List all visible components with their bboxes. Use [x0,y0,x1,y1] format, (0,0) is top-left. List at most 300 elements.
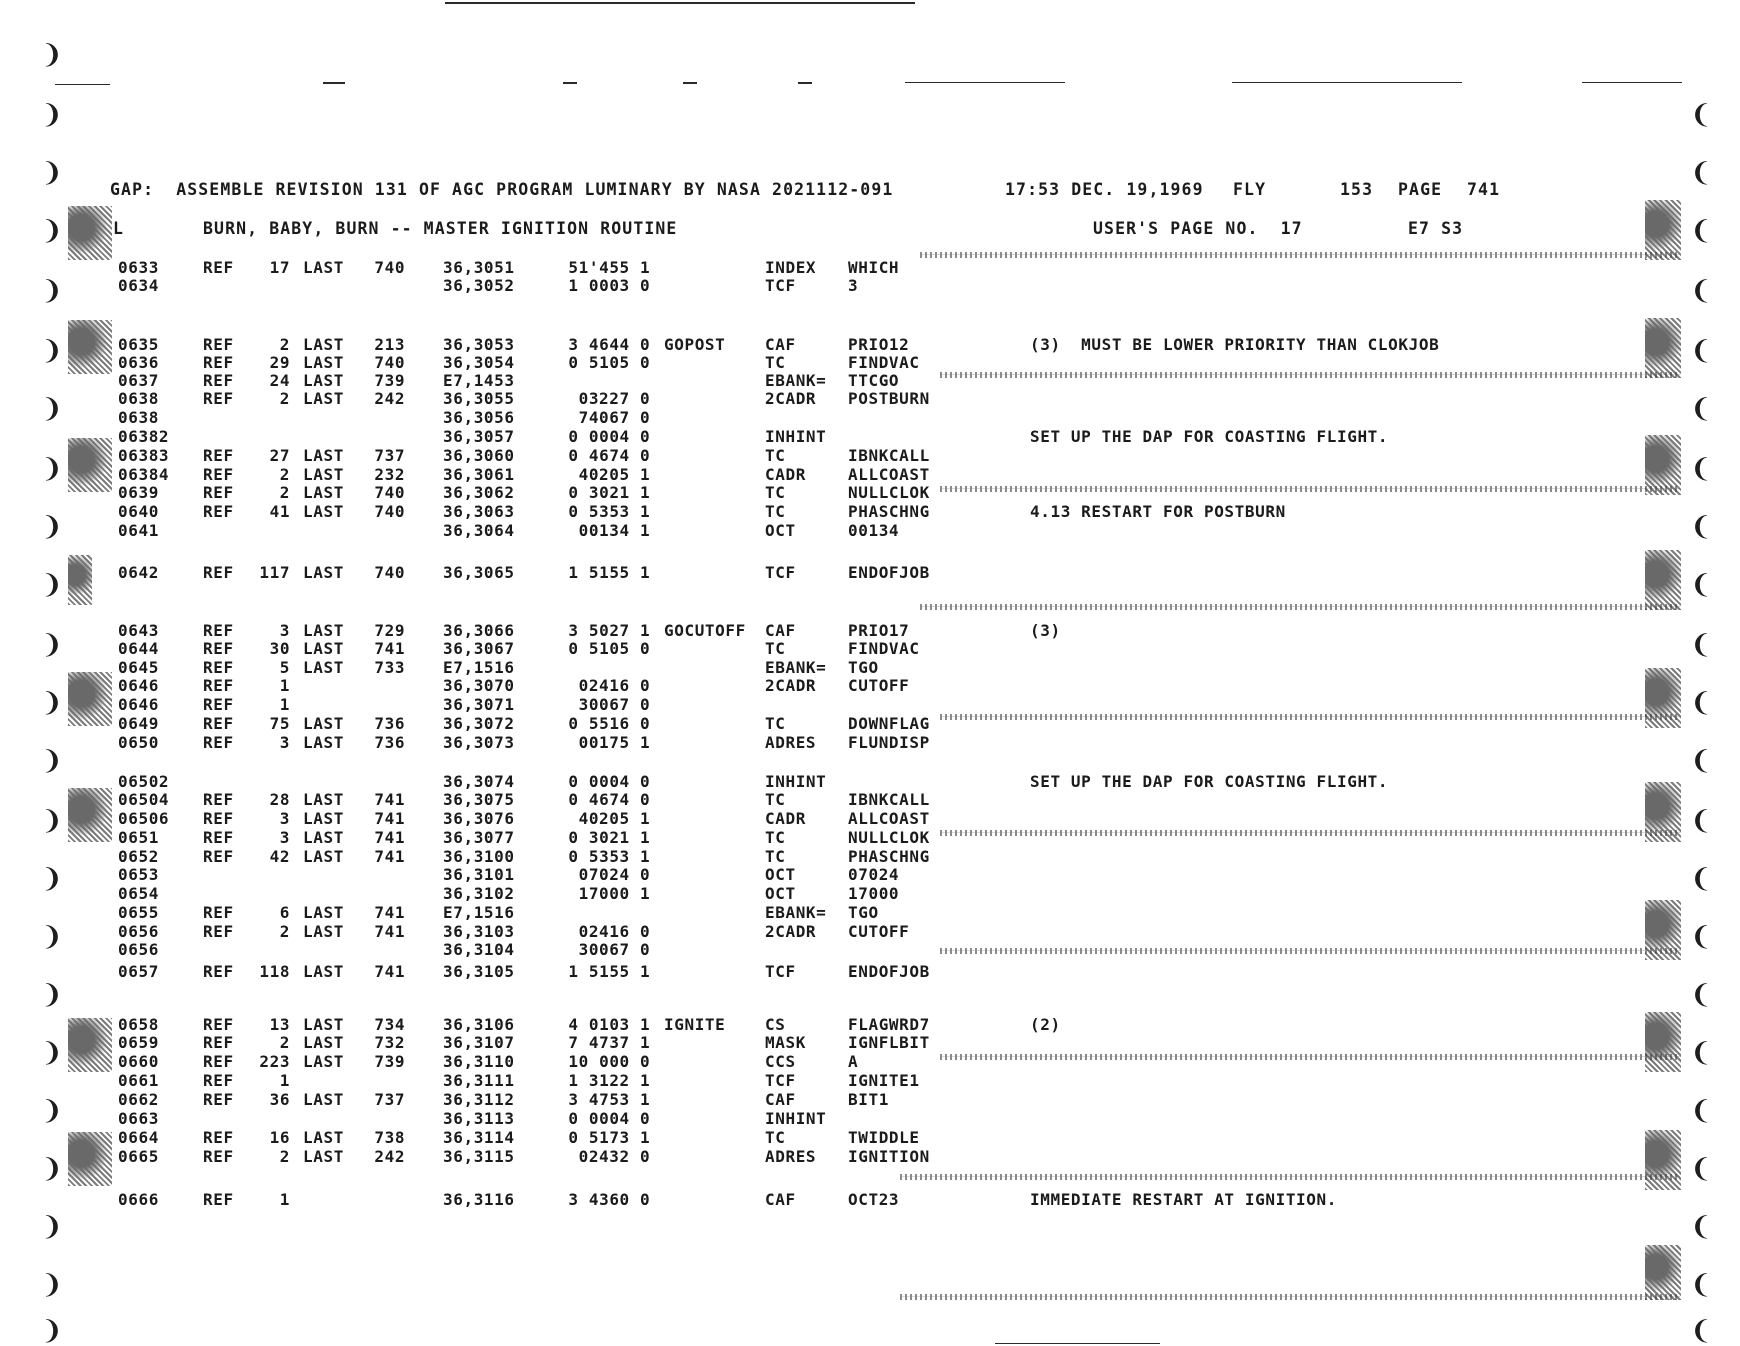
scan-dash [798,82,812,84]
operand: FINDVAC [848,639,920,658]
last-page: 741 [374,790,406,809]
comment: (3) [1030,621,1061,640]
margin-mark-right: ❨ [1690,922,1712,952]
last-page: 740 [374,258,406,277]
header-datetime: 17:53 DEC. 19,1969 [1005,180,1204,199]
opcode: TC [765,353,786,372]
opcode: INHINT [765,772,827,791]
margin-mark-left: ❩ [41,922,63,952]
ref-count: 2 [279,922,291,941]
scan-dash [683,82,697,84]
ref-count: 2 [279,389,291,408]
scan-dash [323,82,345,84]
octal-word: 00134 1 [578,521,651,540]
margin-mark-right: ❨ [1690,1096,1712,1126]
operand: BIT1 [848,1090,889,1109]
operand: IGNITE1 [848,1071,920,1090]
address: 36,3073 [443,733,515,752]
address: 36,3070 [443,676,515,695]
address: 36,3102 [443,884,515,903]
opcode: 2CADR [765,389,817,408]
margin-mark-left: ❩ [41,570,63,600]
last-page: 242 [374,389,406,408]
margin-mark-left: ❩ [41,40,63,70]
line-number: 0659 [118,1033,159,1052]
header-page-number: 741 [1467,180,1501,199]
ref-count: 6 [279,903,291,922]
scan-noise [900,1294,1680,1300]
octal-word: 74067 0 [578,408,651,427]
ref-keyword: REF [203,809,234,828]
last-keyword: LAST [303,658,344,677]
margin-mark-right: ❨ [1690,1212,1712,1242]
line-number: 0654 [118,884,159,903]
opcode: CS [765,1015,786,1034]
opcode: TCF [765,962,796,981]
last-keyword: LAST [303,389,344,408]
octal-word: 30067 0 [578,695,651,714]
last-page: 740 [374,483,406,502]
scan-blot [68,206,112,260]
last-keyword: LAST [303,1015,344,1034]
octal-word: 7 4737 1 [568,1033,651,1052]
opcode: TC [765,502,786,521]
octal-word: 4 0103 1 [568,1015,651,1034]
last-page: 741 [374,962,406,981]
margin-mark-right: ❨ [1690,570,1712,600]
scan-noise [940,948,1680,954]
last-page: 741 [374,903,406,922]
header-page-label: PAGE [1398,180,1443,199]
address: 36,3056 [443,408,515,427]
bottom-rule [995,1343,1160,1344]
operand: IGNITION [848,1147,930,1166]
octal-word: 1 3122 1 [568,1071,651,1090]
scan-noise [940,486,1680,492]
opcode: 2CADR [765,922,817,941]
margin-mark-right: ❨ [1690,980,1712,1010]
margin-mark-left: ❩ [41,454,63,484]
top-rule [445,2,915,4]
comment: 4.13 RESTART FOR POSTBURN [1030,502,1286,521]
ref-count: 13 [269,1015,291,1034]
address: 36,3101 [443,865,515,884]
octal-word: 40205 1 [578,465,651,484]
ref-keyword: REF [203,922,234,941]
ref-keyword: REF [203,389,234,408]
ref-keyword: REF [203,563,234,582]
operand: 17000 [848,884,900,903]
operand: TTCGO [848,371,900,390]
operand: ALLCOAST [848,465,930,484]
last-keyword: LAST [303,809,344,828]
last-page: 740 [374,353,406,372]
ref-count: 29 [269,353,291,372]
scan-noise [940,714,1680,720]
last-keyword: LAST [303,639,344,658]
margin-mark-right: ❨ [1690,688,1712,718]
octal-word: 1 5155 1 [568,962,651,981]
scan-blot [1645,1012,1681,1072]
margin-mark-right: ❨ [1690,1154,1712,1184]
ref-count: 117 [259,563,291,582]
ref-keyword: REF [203,733,234,752]
ref-keyword: REF [203,1015,234,1034]
margin-mark-right: ❨ [1690,394,1712,424]
address: 36,3075 [443,790,515,809]
line-number: 0652 [118,847,159,866]
opcode: TCF [765,1071,796,1090]
line-number: 0664 [118,1128,159,1147]
ref-count: 27 [269,446,291,465]
last-page: 729 [374,621,406,640]
margin-mark-right: ❨ [1690,746,1712,776]
scan-blot [68,788,112,842]
opcode: TC [765,847,786,866]
last-page: 741 [374,828,406,847]
operand: POSTBURN [848,389,930,408]
line-number: 0665 [118,1147,159,1166]
octal-word: 17000 1 [578,884,651,903]
operand: ENDOFJOB [848,563,930,582]
opcode: INHINT [765,427,827,446]
opcode: CCS [765,1052,796,1071]
last-page: 741 [374,847,406,866]
last-page: 737 [374,1090,406,1109]
margin-mark-left: ❩ [41,100,63,130]
scan-blot [1645,668,1681,728]
ref-keyword: REF [203,639,234,658]
margin-mark-left: ❩ [41,394,63,424]
scan-dash [563,82,577,84]
address: 36,3063 [443,502,515,521]
margin-mark-left: ❩ [41,980,63,1010]
operand: A [848,1052,859,1071]
address: 36,3112 [443,1090,515,1109]
octal-word: 00175 1 [578,733,651,752]
octal-word: 0 5173 1 [568,1128,651,1147]
opcode: EBANK= [765,371,827,390]
scan-blot [1645,1245,1681,1300]
ref-keyword: REF [203,1128,234,1147]
header-fly-number: 153 [1340,180,1374,199]
symbol-label: GOPOST [664,335,726,354]
opcode: CAF [765,1190,796,1209]
scan-blot [1645,782,1681,842]
octal-word: 3 4644 0 [568,335,651,354]
margin-mark-right: ❨ [1690,100,1712,130]
operand: FLUNDISP [848,733,930,752]
opcode: INDEX [765,258,817,277]
header-line: GAP: ASSEMBLE REVISION 131 OF AGC PROGRAM LUMINARY BY NASA 2021112-091 [110,180,894,199]
last-keyword: LAST [303,502,344,521]
scan-noise [940,372,1680,378]
margin-mark-left: ❩ [41,864,63,894]
scan-blot [68,1018,112,1072]
address: 36,3071 [443,695,515,714]
operand: NULLCLOK [848,483,930,502]
line-number: 0663 [118,1109,159,1128]
header-fly: FLY [1233,180,1267,199]
line-number: 0646 [118,695,159,714]
ref-count: 3 [279,828,291,847]
operand: FINDVAC [848,353,920,372]
last-keyword: LAST [303,335,344,354]
margin-mark-left: ❩ [41,1270,63,1300]
ref-keyword: REF [203,1190,234,1209]
octal-word: 0 5353 1 [568,502,651,521]
address: 36,3103 [443,922,515,941]
comment: SET UP THE DAP FOR COASTING FLIGHT. [1030,427,1389,446]
ref-count: 223 [259,1052,291,1071]
address: 36,3057 [443,427,515,446]
operand: PHASCHNG [848,847,930,866]
scan-noise [940,1054,1680,1060]
line-number: 06383 [118,446,170,465]
operand: TGO [848,658,879,677]
ref-keyword: REF [203,1147,234,1166]
opcode: CAF [765,1090,796,1109]
users-page-suffix: E7 S3 [1408,219,1464,238]
octal-word: 3 4753 1 [568,1090,651,1109]
scan-dash [905,82,1065,83]
octal-word: 0 5105 0 [568,353,651,372]
address: 36,3111 [443,1071,515,1090]
last-keyword: LAST [303,1052,344,1071]
address: 36,3052 [443,276,515,295]
last-page: 738 [374,1128,406,1147]
address: 36,3107 [443,1033,515,1052]
opcode: TC [765,639,786,658]
comment: (3) MUST BE LOWER PRIORITY THAN CLOKJOB [1030,335,1440,354]
symbol-label: GOCUTOFF [664,621,746,640]
line-number: 06506 [118,809,170,828]
address: 36,3055 [443,389,515,408]
margin-mark-left: ❩ [41,1096,63,1126]
octal-word: 0 3021 1 [568,483,651,502]
scan-noise [920,252,1680,258]
ref-count: 118 [259,962,291,981]
address: 36,3114 [443,1128,515,1147]
last-page: 733 [374,658,406,677]
last-keyword: LAST [303,903,344,922]
octal-word: 03227 0 [578,389,651,408]
ref-keyword: REF [203,1052,234,1071]
address: E7,1516 [443,658,515,677]
ref-count: 2 [279,1033,291,1052]
ref-keyword: REF [203,658,234,677]
operand: 07024 [848,865,900,884]
margin-mark-left: ❩ [41,630,63,660]
octal-word: 02432 0 [578,1147,651,1166]
last-page: 232 [374,465,406,484]
opcode: CADR [765,809,806,828]
address: 36,3065 [443,563,515,582]
ref-count: 1 [279,1190,291,1209]
octal-word: 51'455 1 [568,258,651,277]
line-number: 0633 [118,258,159,277]
ref-keyword: REF [203,903,234,922]
last-page: 734 [374,1015,406,1034]
line-number: 0634 [118,276,159,295]
comment: IMMEDIATE RESTART AT IGNITION. [1030,1190,1337,1209]
scan-blot [1645,1130,1681,1190]
ref-count: 28 [269,790,291,809]
ref-count: 3 [279,733,291,752]
last-page: 741 [374,809,406,828]
address: E7,1516 [443,903,515,922]
operand: 3 [848,276,859,295]
line-number: 0646 [118,676,159,695]
margin-mark-right: ❨ [1690,454,1712,484]
operand: 00134 [848,521,900,540]
last-keyword: LAST [303,563,344,582]
last-keyword: LAST [303,962,344,981]
opcode: TC [765,714,786,733]
operand: TGO [848,903,879,922]
opcode: EBANK= [765,658,827,677]
last-page: 732 [374,1033,406,1052]
margin-mark-left: ❩ [41,216,63,246]
opcode: CADR [765,465,806,484]
ref-keyword: REF [203,483,234,502]
address: 36,3064 [443,521,515,540]
opcode: OCT [765,884,796,903]
address: 36,3100 [443,847,515,866]
octal-word: 0 5353 1 [568,847,651,866]
octal-word: 3 4360 0 [568,1190,651,1209]
address: 36,3053 [443,335,515,354]
scan-blot [1645,318,1681,378]
scan-noise [940,830,1680,836]
line-number: 0635 [118,335,159,354]
scan-blot [68,1132,112,1186]
margin-mark-right: ❨ [1690,1316,1712,1346]
margin-mark-right: ❨ [1690,806,1712,836]
operand: IBNKCALL [848,790,930,809]
last-keyword: LAST [303,922,344,941]
line-number: 0651 [118,828,159,847]
ref-keyword: REF [203,714,234,733]
scan-blot [1645,200,1681,260]
ref-keyword: REF [203,502,234,521]
ref-count: 1 [279,676,291,695]
operand: TWIDDLE [848,1128,920,1147]
opcode: MASK [765,1033,806,1052]
last-keyword: LAST [303,1147,344,1166]
line-number: 0661 [118,1071,159,1090]
margin-mark-right: ❨ [1690,216,1712,246]
opcode: TC [765,828,786,847]
octal-word: 0 5516 0 [568,714,651,733]
line-number: 0638 [118,389,159,408]
last-page: 736 [374,714,406,733]
ref-count: 3 [279,621,291,640]
line-number: 0642 [118,563,159,582]
octal-word: 0 4674 0 [568,446,651,465]
opcode: 2CADR [765,676,817,695]
line-number: 06502 [118,772,170,791]
line-number: 0656 [118,922,159,941]
last-keyword: LAST [303,483,344,502]
address: 36,3077 [443,828,515,847]
last-keyword: LAST [303,733,344,752]
line-number: 0666 [118,1190,159,1209]
ref-count: 17 [269,258,291,277]
margin-mark-right: ❨ [1690,630,1712,660]
ref-keyword: REF [203,258,234,277]
scan-dash [1582,82,1682,83]
operand: IGNFLBIT [848,1033,930,1052]
line-number: 0639 [118,483,159,502]
last-page: 740 [374,502,406,521]
address: 36,3104 [443,940,515,959]
address: 36,3074 [443,772,515,791]
line-number: 0662 [118,1090,159,1109]
margin-mark-left: ❩ [41,806,63,836]
address: 36,3106 [443,1015,515,1034]
opcode: CAF [765,621,796,640]
ref-count: 36 [269,1090,291,1109]
octal-word: 30067 0 [578,940,651,959]
line-number: 0649 [118,714,159,733]
octal-word: 0 0004 0 [568,1109,651,1128]
opcode: TC [765,483,786,502]
operand: PRIO17 [848,621,910,640]
opcode: CAF [765,335,796,354]
line-number: 0643 [118,621,159,640]
address: 36,3051 [443,258,515,277]
line-number: 06504 [118,790,170,809]
octal-word: 0 0004 0 [568,427,651,446]
ref-count: 41 [269,502,291,521]
octal-word: 1 0003 0 [568,276,651,295]
margin-mark-right: ❨ [1690,864,1712,894]
margin-mark-right: ❨ [1690,1038,1712,1068]
line-number: 0640 [118,502,159,521]
operand: NULLCLOK [848,828,930,847]
margin-mark-left: ❩ [41,336,63,366]
last-keyword: LAST [303,621,344,640]
address: 36,3076 [443,809,515,828]
line-number: 0658 [118,1015,159,1034]
scan-blot [68,320,112,374]
comment: (2) [1030,1015,1061,1034]
last-page: 242 [374,1147,406,1166]
ref-keyword: REF [203,962,234,981]
ref-count: 24 [269,371,291,390]
address: 36,3060 [443,446,515,465]
margin-mark-left: ❩ [41,1154,63,1184]
operand: OCT23 [848,1190,900,1209]
ref-keyword: REF [203,335,234,354]
opcode: TCF [765,563,796,582]
margin-mark-left: ❩ [41,1212,63,1242]
ref-keyword: REF [203,695,234,714]
last-keyword: LAST [303,446,344,465]
line-number: 0644 [118,639,159,658]
opcode: TC [765,1128,786,1147]
scan-noise [920,604,1680,610]
ref-count: 1 [279,1071,291,1090]
line-number: 0645 [118,658,159,677]
ref-count: 42 [269,847,291,866]
ref-count: 2 [279,335,291,354]
ref-keyword: REF [203,790,234,809]
operand: FLAGWRD7 [848,1015,930,1034]
octal-word: 02416 0 [578,676,651,695]
ref-keyword: REF [203,446,234,465]
